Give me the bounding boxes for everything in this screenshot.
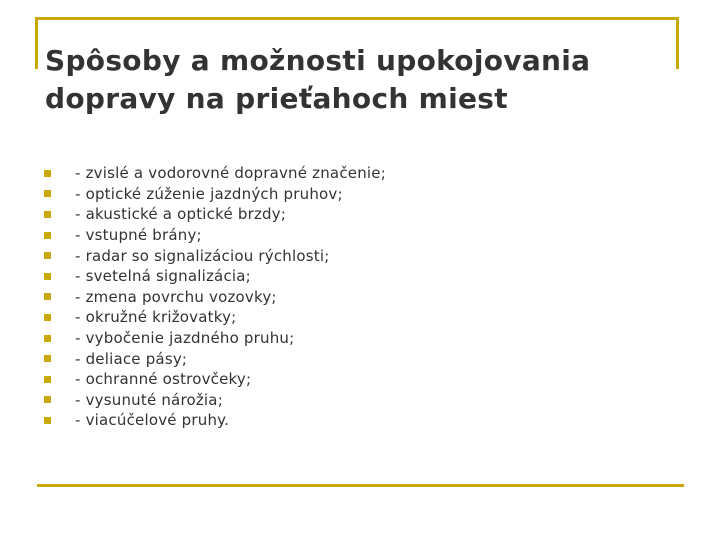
list-item-text: - akustické a optické brzdy; [75, 205, 287, 224]
square-bullet-icon [44, 396, 51, 403]
slide-title [45, 42, 675, 118]
list-item [42, 410, 386, 431]
list-item [42, 369, 386, 390]
list-item [42, 204, 386, 225]
square-bullet-icon [44, 417, 51, 424]
list-item [42, 225, 386, 246]
square-bullet-icon [44, 211, 51, 218]
list-item [42, 245, 386, 266]
square-bullet-icon [44, 232, 51, 239]
list-item-text: - optické zúženie jazdných pruhov; [75, 184, 343, 203]
frame-line-left [35, 17, 38, 69]
frame-line-right [676, 17, 679, 69]
list-item-text: - deliace pásy; [75, 349, 188, 368]
square-bullet-icon [44, 170, 51, 177]
square-bullet-icon [44, 376, 51, 383]
list-item-text: - vstupné brány; [75, 226, 202, 245]
list-item [42, 307, 386, 328]
square-bullet-icon [44, 273, 51, 280]
list-item-text: - zvislé a vodorovné dopravné značenie; [75, 164, 386, 183]
list-item-text: - vybočenie jazdného pruhu; [75, 329, 295, 348]
square-bullet-icon [44, 252, 51, 259]
list-item [42, 184, 386, 205]
list-item-text: - svetelná signalizácia; [75, 267, 251, 286]
list-item [42, 266, 386, 287]
list-item-text: - okružné križovatky; [75, 308, 237, 327]
list-item-text: - vysunuté nárožia; [75, 390, 223, 409]
list-item-text: - zmena povrchu vozovky; [75, 287, 277, 306]
list-item-text: - radar so signalizáciou rýchlosti; [75, 246, 330, 265]
square-bullet-icon [44, 190, 51, 197]
square-bullet-icon [44, 335, 51, 342]
list-item [42, 390, 386, 411]
list-item-text: - ochranné ostrovčeky; [75, 370, 252, 389]
frame-line-bottom [37, 484, 684, 487]
list-item-text: - viacúčelové pruhy. [75, 411, 230, 430]
list-item [42, 328, 386, 349]
list-item [42, 348, 386, 369]
list-item [42, 287, 386, 308]
square-bullet-icon [44, 314, 51, 321]
slide-title-line-1: Spôsoby a možnosti upokojovania [45, 44, 591, 77]
bullet-list [42, 163, 386, 431]
frame-line-top [35, 17, 679, 20]
square-bullet-icon [44, 355, 51, 362]
list-item [42, 163, 386, 184]
square-bullet-icon [44, 293, 51, 300]
slide-title-line-2: dopravy na prieťahoch miest [45, 82, 508, 115]
